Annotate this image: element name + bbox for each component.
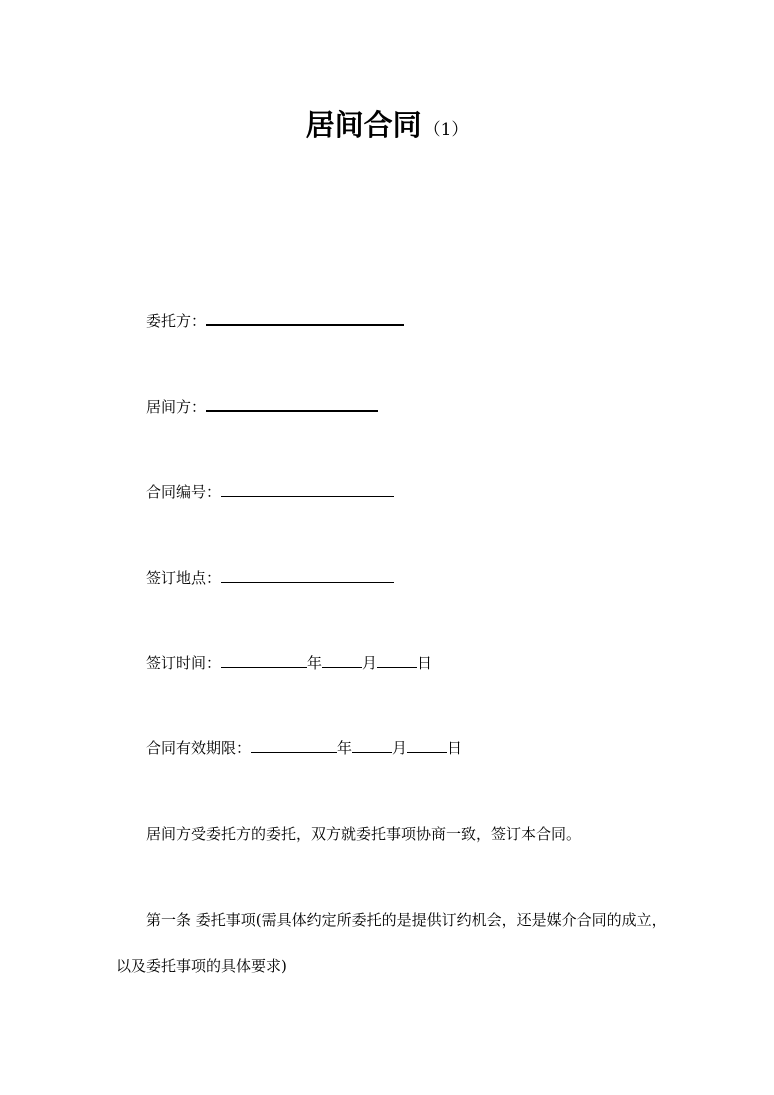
validity-field bbox=[146, 738, 462, 758]
validity-year-blank bbox=[251, 738, 337, 753]
signing-place-field bbox=[146, 568, 394, 588]
title-suffix: （1） bbox=[423, 120, 469, 140]
signing-place-blank bbox=[221, 568, 394, 583]
intro-paragraph: 居间方受委托方的委托，双方就委托事项协商一致，签订本合同。 bbox=[146, 825, 582, 843]
validity-day-blank bbox=[407, 738, 447, 753]
intermediary-label: 居间方： bbox=[146, 398, 207, 416]
intermediary-field bbox=[146, 396, 378, 417]
client-blank bbox=[206, 310, 404, 326]
title-main: 居间合同 bbox=[305, 108, 422, 142]
validity-day-label: 日 bbox=[447, 739, 463, 757]
document-title bbox=[0, 103, 774, 144]
signing-time-label: 签订时间： bbox=[146, 654, 222, 672]
article-1-line-1: 第一条 委托事项(需具体约定所委托的是提供订约机会，还是媒介合同的成立， bbox=[146, 911, 667, 929]
signing-time-field bbox=[146, 653, 432, 673]
article-1-line-2: 以及委托事项的具体要求) bbox=[116, 957, 287, 975]
client-label: 委托方： bbox=[146, 312, 207, 330]
contract-no-field bbox=[146, 482, 394, 502]
signing-day-blank bbox=[377, 653, 417, 668]
signing-month-label: 月 bbox=[362, 654, 378, 672]
signing-day-label: 日 bbox=[417, 654, 433, 672]
contract-no-label: 合同编号： bbox=[146, 483, 222, 501]
signing-year-label: 年 bbox=[307, 654, 323, 672]
signing-year-blank bbox=[221, 653, 307, 668]
intermediary-blank bbox=[206, 396, 378, 412]
contract-no-blank bbox=[221, 482, 394, 497]
client-field bbox=[146, 310, 404, 331]
validity-label: 合同有效期限： bbox=[146, 739, 252, 757]
validity-year-label: 年 bbox=[337, 739, 353, 757]
signing-place-label: 签订地点： bbox=[146, 569, 222, 587]
validity-month-label: 月 bbox=[392, 739, 408, 757]
signing-month-blank bbox=[322, 653, 362, 668]
validity-month-blank bbox=[352, 738, 392, 753]
